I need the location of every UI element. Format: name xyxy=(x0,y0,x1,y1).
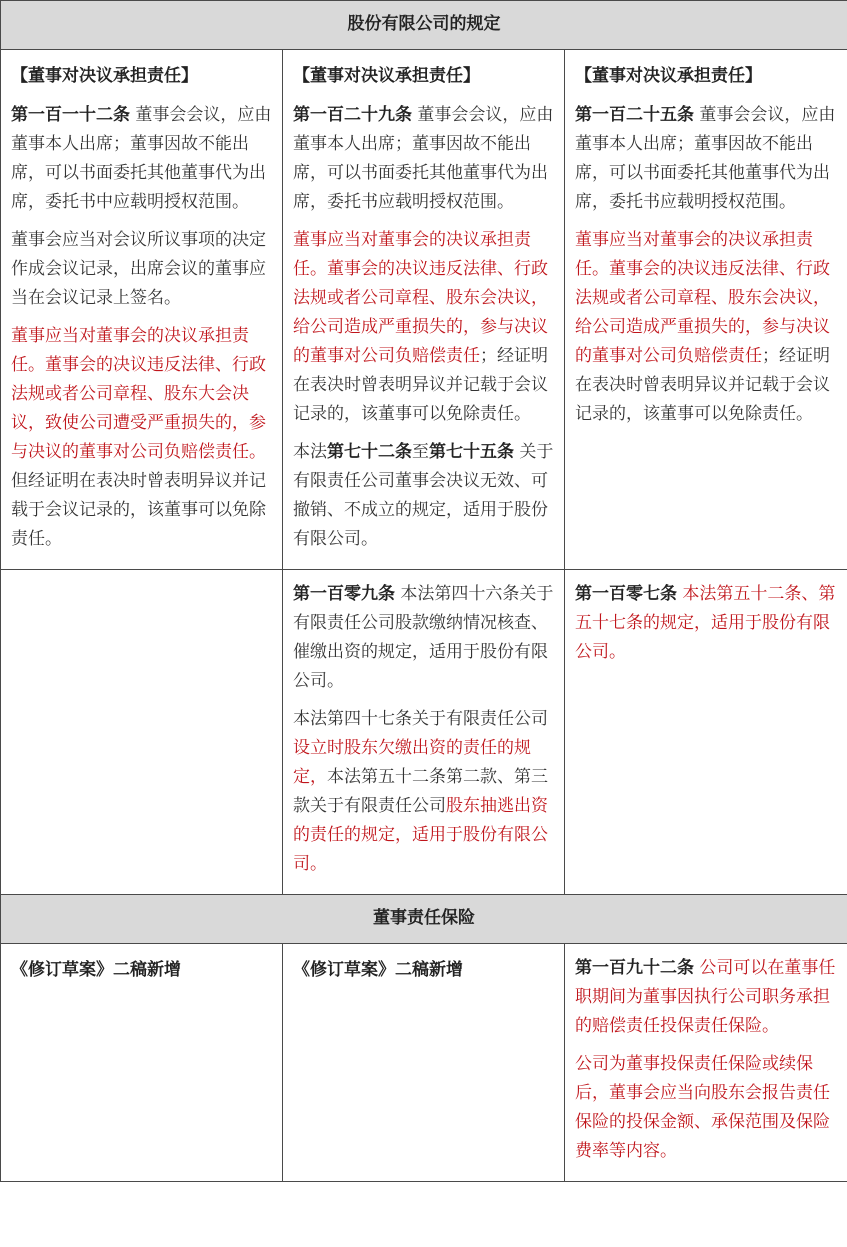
highlighted-text: 设立时股东欠缴出资的责任的规定， xyxy=(293,738,531,787)
highlighted-text: 董事应当对董事会的决议承担责任。董事会的决议违反法律、行政法规或者公司章程、股东会决议，给公司造成严重损失的，参与决议的董事对公司负赔偿责任 xyxy=(575,230,830,366)
paragraph-text: 董事会应当对会议所议事项的决定作成会议记录，出席会议的董事应当在会议记录上签名。 xyxy=(11,230,266,308)
article-number: 第一百二十五条 xyxy=(575,105,694,125)
highlighted-text: 本法第五十二条、第五十七条的规定，适用于股份有限公司。 xyxy=(575,584,836,662)
paragraph-text: 本法第四十六条关于有限责任公司股款缴纳情况核查、催缴出资的规定，适用于股份有限公司。 xyxy=(293,584,554,691)
cell-heading: 【董事对决议承担责任】 xyxy=(293,66,480,86)
paragraph-text: 董事会会议，应由董事本人出席；董事因故不能出席，可以书面委托其他董事代为出席，委托书中应载明授权范围。 xyxy=(11,105,272,212)
article-number: 第一百一十二条 xyxy=(11,105,130,125)
highlighted-text: 董事应当对董事会的决议承担责任。董事会的决议违反法律、行政法规或者公司章程、股东会决议，给公司造成严重损失的，参与决议的董事对公司负赔偿责任 xyxy=(293,230,548,366)
table-row xyxy=(1,50,847,570)
cell-new-law xyxy=(565,944,847,1182)
paragraph xyxy=(11,322,272,554)
paragraph xyxy=(575,1050,837,1166)
table-row xyxy=(1,570,847,895)
paragraph xyxy=(11,226,272,313)
section-header-row xyxy=(1,895,847,944)
cell-heading: 《修订草案》二稿新增 xyxy=(293,960,463,980)
article-reference: 第七十五条 xyxy=(429,442,514,462)
cell-heading: 《修订草案》二稿新增 xyxy=(11,960,181,980)
cell-draft xyxy=(283,570,565,895)
paragraph xyxy=(575,226,837,429)
highlighted-text: 公司为董事投保责任保险或续保后，董事会应当向股东会报告责任保险的投保金额、承保范围及保险费率等内容。 xyxy=(575,1054,830,1161)
cell-heading: 【董事对决议承担责任】 xyxy=(11,66,198,86)
paragraph xyxy=(11,101,272,217)
cell-old-law xyxy=(1,944,283,1182)
article-number: 第一百二十九条 xyxy=(293,105,412,125)
paragraph-text: ；经证明在表决时曾表明异议并记载于会议记录的，该董事可以免除责任。 xyxy=(575,346,830,424)
paragraph-text: 董事会会议，应由董事本人出席；董事因故不能出席，可以书面委托其他董事代为出席，委托书应载明授权范围。 xyxy=(293,105,554,212)
highlighted-text: 公司可以在董事任职期间为董事因执行公司职务承担的赔偿责任投保责任保险。 xyxy=(575,958,836,1036)
paragraph xyxy=(293,101,554,217)
article-reference: 第七十二条 xyxy=(327,442,412,462)
section-title-director-insurance: 董事责任保险 xyxy=(1,895,847,944)
paragraph xyxy=(293,438,554,554)
cell-heading: 【董事对决议承担责任】 xyxy=(575,66,762,86)
paragraph-text: 本法第五十二条第二款、第三款关于有限责任公司 xyxy=(293,767,548,816)
paragraph xyxy=(293,580,554,696)
cell-draft xyxy=(283,944,565,1182)
paragraph-text: ；经证明在表决时曾表明异议并记载于会议记录的，该董事可以免除责任。 xyxy=(293,346,548,424)
paragraph xyxy=(293,226,554,429)
paragraph xyxy=(293,705,554,879)
paragraph-text: 但经证明在表决时曾表明异议并记载于会议记录的，该董事可以免除责任。 xyxy=(11,471,266,549)
paragraph xyxy=(575,101,837,217)
paragraph xyxy=(575,580,837,667)
cell-new-law xyxy=(565,50,847,570)
paragraph-text: 董事会会议，应由董事本人出席；董事因故不能出席，可以书面委托其他董事代为出席，委托书应载明授权范围。 xyxy=(575,105,836,212)
highlighted-text: 董事应当对董事会的决议承担责任。董事会的决议违反法律、行政法规或者公司章程、股东大会决议，致使公司遭受严重损失的，参与决议的董事对公司负赔偿责任。 xyxy=(11,326,266,462)
paragraph-text: 至 xyxy=(412,442,429,462)
cell-old-law xyxy=(1,50,283,570)
paragraph-text: 关于有限责任公司董事会决议无效、可撤销、不成立的规定，适用于股份有限公司。 xyxy=(293,442,554,549)
article-number: 第一百零九条 xyxy=(293,584,395,604)
article-number: 第一百九十二条 xyxy=(575,958,694,978)
cell-old-law-empty xyxy=(1,570,283,895)
paragraph-text: 本法第四十七条关于有限责任公司 xyxy=(293,709,548,729)
cell-new-law xyxy=(565,570,847,895)
section-header-row xyxy=(1,1,847,50)
highlighted-text: 股东抽逃出资的责任的规定，适用于股份有限公司。 xyxy=(293,796,548,874)
paragraph-text: 本法 xyxy=(293,442,327,462)
cell-draft xyxy=(283,50,565,570)
paragraph xyxy=(575,954,837,1041)
section-title-company-rules: 股份有限公司的规定 xyxy=(1,1,847,50)
table-row xyxy=(1,944,847,1182)
article-number: 第一百零七条 xyxy=(575,584,677,604)
